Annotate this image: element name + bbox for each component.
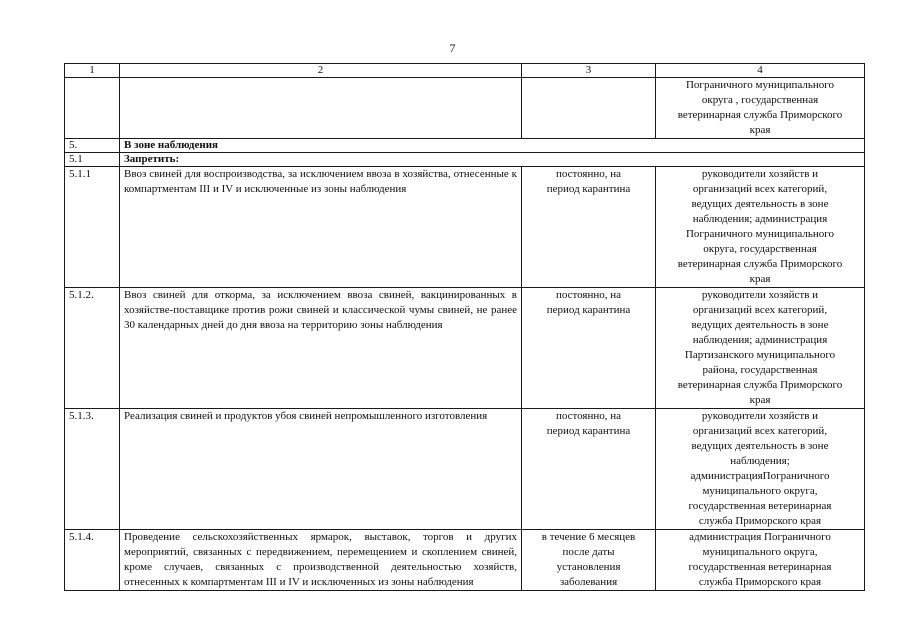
subsection-number: 5.1 bbox=[65, 153, 120, 167]
responsible-line: Партизанского муниципального bbox=[684, 349, 836, 361]
term-line: постоянно, на bbox=[555, 410, 622, 422]
page-number: 7 bbox=[449, 41, 456, 55]
responsible-line: наблюдения; bbox=[730, 455, 790, 467]
responsible-line: края bbox=[749, 273, 771, 285]
measure-text: Реализация свиней и продуктов убоя свиней непромышленного изготовления bbox=[120, 409, 522, 530]
column-number-row bbox=[65, 64, 865, 78]
column-number-1: 1 bbox=[65, 64, 120, 78]
responsible-line: Пограничного муниципального bbox=[685, 228, 835, 240]
responsible-line: Пограничного муниципального bbox=[685, 79, 835, 91]
row-number: 5.1.2. bbox=[65, 288, 120, 409]
subsection-title: Запретить: bbox=[120, 153, 865, 167]
responsible-line: района, государственная bbox=[702, 364, 818, 376]
responsible-line: государственная ветеринарная bbox=[688, 500, 832, 512]
term-cell bbox=[522, 288, 656, 409]
measures-table bbox=[64, 63, 865, 591]
term-cell bbox=[522, 530, 656, 591]
responsible-line: наблюдения; администрация bbox=[692, 213, 828, 225]
table-row bbox=[65, 409, 865, 530]
responsible-cell bbox=[656, 530, 865, 591]
responsible-line: края bbox=[749, 124, 771, 136]
responsible-line: руководители хозяйств и bbox=[701, 410, 819, 422]
measure-text: Проведение сельскохозяйственных ярмарок, выставок, торгов и других мероприятий, связанных с передвижением, перемещением и скоплением свиней, кроме случаев, связанных с производственной деятельностью хозяйств, отнесенных к компартментам III и IV и исключенных из зоны наблюдения bbox=[120, 530, 522, 591]
continuation-responsible-cell bbox=[656, 78, 865, 139]
term-cell bbox=[522, 409, 656, 530]
term-line: период карантина bbox=[546, 183, 631, 195]
responsible-line: ветеринарная служба Приморского bbox=[677, 258, 843, 270]
continuation-number-cell bbox=[65, 78, 120, 139]
responsible-line: организаций всех категорий, bbox=[692, 425, 828, 437]
responsible-cell bbox=[656, 167, 865, 288]
subsection-row bbox=[65, 153, 865, 167]
responsible-line: служба Приморского края bbox=[698, 576, 822, 588]
responsible-cell bbox=[656, 288, 865, 409]
term-line: после даты bbox=[562, 546, 615, 558]
responsible-line: руководители хозяйств и bbox=[701, 289, 819, 301]
row-number: 5.1.4. bbox=[65, 530, 120, 591]
term-line: постоянно, на bbox=[555, 289, 622, 301]
row-number: 5.1.1 bbox=[65, 167, 120, 288]
responsible-line: округа , государственная bbox=[701, 94, 819, 106]
term-line: заболевания bbox=[559, 576, 618, 588]
term-line: установления bbox=[556, 561, 621, 573]
column-number-4: 4 bbox=[656, 64, 865, 78]
responsible-line: муниципального округа, bbox=[702, 546, 818, 558]
continuation-term-cell bbox=[522, 78, 656, 139]
continuation-row bbox=[65, 78, 865, 139]
responsible-line: администрацияПограничного bbox=[690, 470, 830, 482]
responsible-line: государственная ветеринарная bbox=[688, 561, 832, 573]
responsible-line: ветеринарная служба Приморского bbox=[677, 109, 843, 121]
measure-text: Ввоз свиней для воспроизводства, за исключением ввоза в хозяйства, отнесенные к компартментам III и IV и исключенные из зоны наблюдения bbox=[120, 167, 522, 288]
table-row bbox=[65, 288, 865, 409]
responsible-line: края bbox=[749, 394, 771, 406]
continuation-text-cell bbox=[120, 78, 522, 139]
row-number: 5.1.3. bbox=[65, 409, 120, 530]
term-line: постоянно, на bbox=[555, 168, 622, 180]
responsible-line: администрация Пограничного bbox=[689, 531, 831, 543]
responsible-line: руководители хозяйств и bbox=[701, 168, 819, 180]
responsible-line: ведущих деятельность в зоне bbox=[691, 198, 829, 210]
measure-text: Ввоз свиней для откорма, за исключением ввоза свиней, вакцинированных в хозяйстве-поставщике против рожи свиней и классической чумы свиней, не ранее 30 календарных дней до дня ввоза на территорию зоны наблюдения bbox=[120, 288, 522, 409]
table-row bbox=[65, 167, 865, 288]
section-row bbox=[65, 139, 865, 153]
term-line: в течение 6 месяцев bbox=[541, 531, 636, 543]
responsible-line: организаций всех категорий, bbox=[692, 304, 828, 316]
responsible-line: ветеринарная служба Приморского bbox=[677, 379, 843, 391]
term-cell bbox=[522, 167, 656, 288]
term-line: период карантина bbox=[546, 304, 631, 316]
responsible-line: муниципального округа, bbox=[702, 485, 818, 497]
responsible-line: служба Приморского края bbox=[698, 515, 822, 527]
responsible-line: наблюдения; администрация bbox=[692, 334, 828, 346]
responsible-line: округа, государственная bbox=[703, 243, 817, 255]
responsible-cell bbox=[656, 409, 865, 530]
column-number-3: 3 bbox=[522, 64, 656, 78]
responsible-line: ведущих деятельность в зоне bbox=[691, 319, 829, 331]
responsible-line: организаций всех категорий, bbox=[692, 183, 828, 195]
responsible-line: ведущих деятельность в зоне bbox=[691, 440, 829, 452]
table-row bbox=[65, 530, 865, 591]
column-number-2: 2 bbox=[120, 64, 522, 78]
section-title: В зоне наблюдения bbox=[120, 139, 865, 153]
term-line: период карантина bbox=[546, 425, 631, 437]
section-number: 5. bbox=[65, 139, 120, 153]
